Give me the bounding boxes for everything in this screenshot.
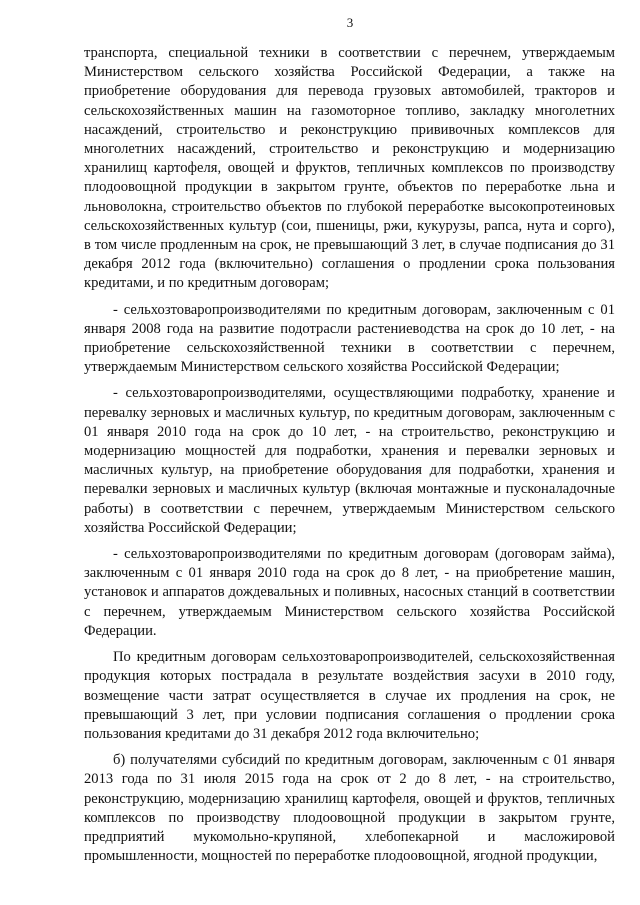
paragraph-item-b: б) получателями субсидий по кредитным договорам, заключенным с 01 января 2013 года по 31 июля 2015 года на срок от 2 до 8 лет, - на строительство, реконструкцию, модернизацию хранилищ картофеля, овощей и фруктов, тепличных комплексов по производству плодоовощной продукции в закрытом грунте, предприятий мукомольно-крупяной, хлебопекарной и масложировой промышленности, мощностей по переработке плодоовощной, ягодной продукции,	[84, 752, 615, 865]
paragraph-crop-machinery: - сельхозтоваропроизводителями по кредитным договорам, заключенным с 01 января 2008 года на развитие подотрасли растениеводства на срок до 10 лет, - на приобретение сельскохозяйственной техники в соответствии с перечнем, утверждаемым Министерством сельского хозяйства Российской Федерации;	[84, 301, 615, 376]
paragraph-drought-2010: По кредитным договорам сельхозтоваропроизводителей, сельскохозяйственная продукция которых пострадала в результате воздействия засухи в 2010 году, возмещение части затрат осуществляется в случае их продления на срок, не превышающий 3 лет, при условии подписания соглашения о продлении срока пользования кредитами до 31 декабря 2012 года включительно;	[84, 649, 615, 742]
paragraph-continuation: транспорта, специальной техники в соответствии с перечнем, утверждаемым Министерством сельского хозяйства Российской Федерации, а также на приобретение оборудования для перевода грузовых автомобилей, тракторов и сельскохозяйственных машин на газомоторное топливо, закладку многолетних насаждений, строительство и реконструкцию прививочных комплексов для многолетних насаждений, строительство и реконструкцию и модернизацию хранилищ картофеля, овощей и фруктов, тепличных комплексов по производству плодоовощной продукции в закрытом грунте, объектов по переработке льна и льноволокна, строительство объектов по глубокой переработке высокопротеиновых сельскохозяйственных культур (сои, пшеницы, ржи, кукурузы, рапса, нута и сорго), в том числе продленным на срок, не превышающий 3 лет, в случае подписания до 31 декабря 2012 года (включительно) соглашения о продлении срока пользования кредитами, и по кредитным договорам;	[84, 45, 615, 292]
page-number: 3	[346, 15, 354, 30]
paragraph-grain-storage: - сельхозтоваропроизводителями, осуществляющими подработку, хранение и перевалку зерновых и масличных культур, по кредитным договорам, заключенным с 01 января 2010 года на срок до 10 лет, - на строительство, реконструкцию и модернизацию мощностей для подработки, хранения и перевалки зерновых и масличных культур, на приобретение оборудования для подработки, хранения и перевалки зерновых и масличных культур (включая монтажные и пусконаладочные работы) в соответствии с перечнем, утверждаемым Министерством сельского хозяйства Российской Федерации;	[84, 385, 615, 536]
document-body	[84, 44, 615, 866]
paragraph-irrigation: - сельхозтоваропроизводителями по кредитным договорам (договорам займа), заключенным с 01 января 2010 года на срок до 8 лет, - на приобретение машин, установок и аппаратов дождевальных и поливных, насосных станций в соответствии с перечнем, утверждаемым Министерством сельского хозяйства Российской Федерации.	[84, 546, 615, 639]
